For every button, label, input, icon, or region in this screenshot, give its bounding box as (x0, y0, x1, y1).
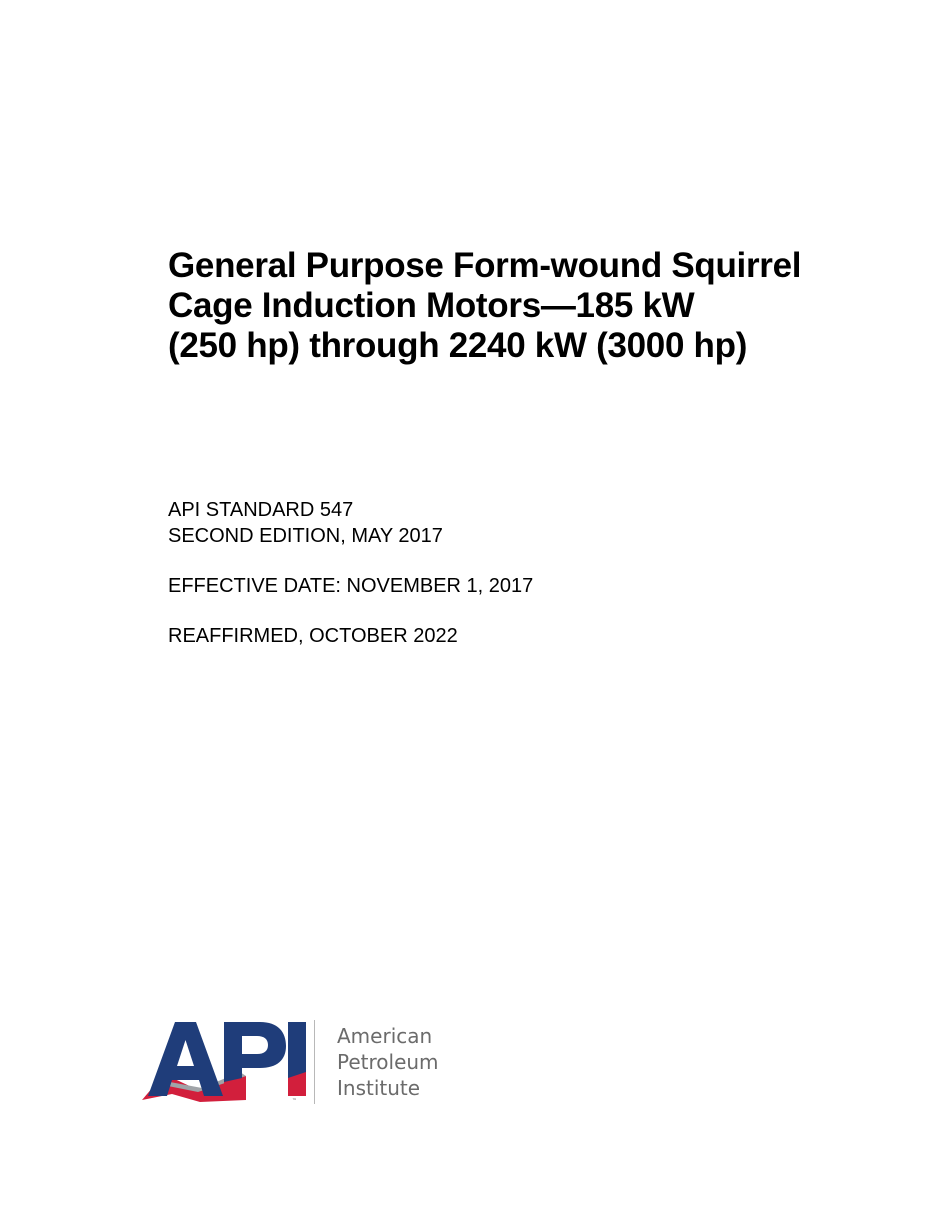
standard-number: API STANDARD 547 (168, 499, 354, 521)
standard-info (168, 497, 768, 649)
title-line-2: Cage Induction Motors—185 kW (168, 286, 695, 325)
logo-word-american: American (337, 1024, 433, 1048)
api-logo (142, 1016, 462, 1108)
api-organization-name (337, 1023, 439, 1101)
reaffirmed-line: REAFFIRMED, OCTOBER 2022 (168, 625, 458, 647)
edition-line: SECOND EDITION, MAY 2017 (168, 525, 443, 547)
api-logo-mark-icon (142, 1016, 312, 1108)
title-line-1: General Purpose Form-wound Squirrel (168, 246, 802, 285)
logo-word-petroleum: Petroleum (337, 1050, 439, 1074)
logo-word-institute: Institute (337, 1076, 421, 1100)
trademark-symbol: ™ (292, 1098, 297, 1104)
title-line-3: (250 hp) through 2240 kW (3000 hp) (168, 326, 748, 365)
document-title (168, 246, 888, 366)
logo-divider (314, 1020, 315, 1104)
effective-date: EFFECTIVE DATE: NOVEMBER 1, 2017 (168, 575, 534, 597)
